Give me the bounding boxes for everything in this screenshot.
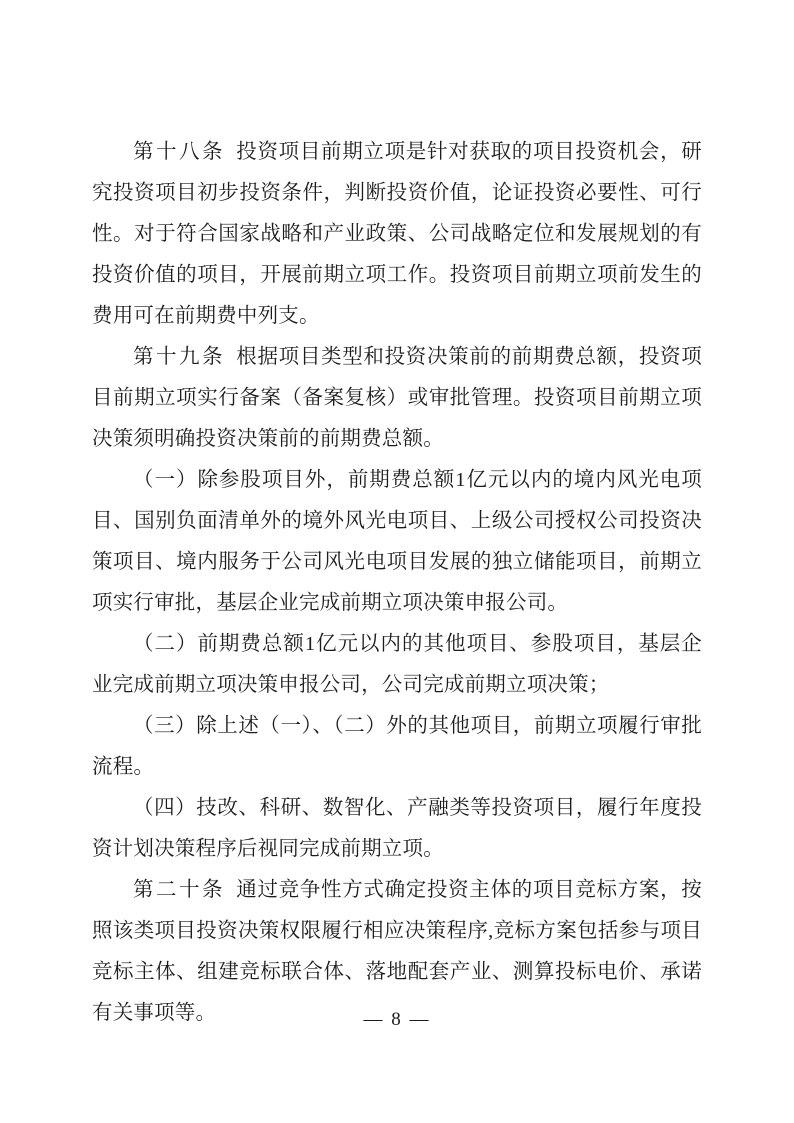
article-label-19: 第十九条 xyxy=(133,346,225,368)
page-number: — 8 — xyxy=(363,1009,431,1030)
document-body xyxy=(92,132,702,1034)
paragraph-text: （一）除参股项目外，前期费总额1亿元以内的境内风光电项目、国别负面清单外的境外风光电项目、上级公司授权公司投资决策项目、境内服务于公司风光电项目发展的独立储能项目，前期立项实行审批，基层企业完成前期立项决策申报公司。 xyxy=(92,469,702,614)
paragraph-item-2 xyxy=(92,624,702,706)
paragraph-text: 根据项目类型和投资决策前的前期费总额，投资项目前期立项实行备案（备案复核）或审批管理。投资项目前期立项决策须明确投资决策前的前期费总额。 xyxy=(92,346,703,450)
paragraph-text: （三）除上述（一）、（二）外的其他项目，前期立项履行审批流程。 xyxy=(92,715,702,778)
article-label-18: 第十八条 xyxy=(133,141,225,163)
paragraph-item-3 xyxy=(92,706,702,788)
paragraph-article-19 xyxy=(92,337,702,460)
article-label-20: 第二十条 xyxy=(133,879,225,901)
paragraph-text: （四）技改、科研、数智化、产融类等投资项目，履行年度投资计划决策程序后视同完成前期立项。 xyxy=(92,797,702,860)
paragraph-text: 投资项目前期立项是针对获取的项目投资机会，研究投资项目初步投资条件，判断投资价值，论证投资必要性、可行性。对于符合国家战略和产业政策、公司战略定位和发展规划的有投资价值的项目，开展前期立项工作。投资项目前期立项前发生的费用可在前期费中列支。 xyxy=(92,141,703,327)
paragraph-text: （二）前期费总额1亿元以内的其他项目、参股项目，基层企业完成前期立项决策申报公司，公司完成前期立项决策； xyxy=(92,633,702,696)
paragraph-item-4 xyxy=(92,788,702,870)
paragraph-article-18 xyxy=(92,132,702,337)
paragraph-item-1 xyxy=(92,460,702,624)
paragraph-text: 通过竞争性方式确定投资主体的项目竞标方案，按照该类项目投资决策权限履行相应决策程序,竞标方案包括参与项目竞标主体、组建竞标联合体、落地配套产业、测算投标电价、承诺有关事项等。 xyxy=(92,879,703,1024)
